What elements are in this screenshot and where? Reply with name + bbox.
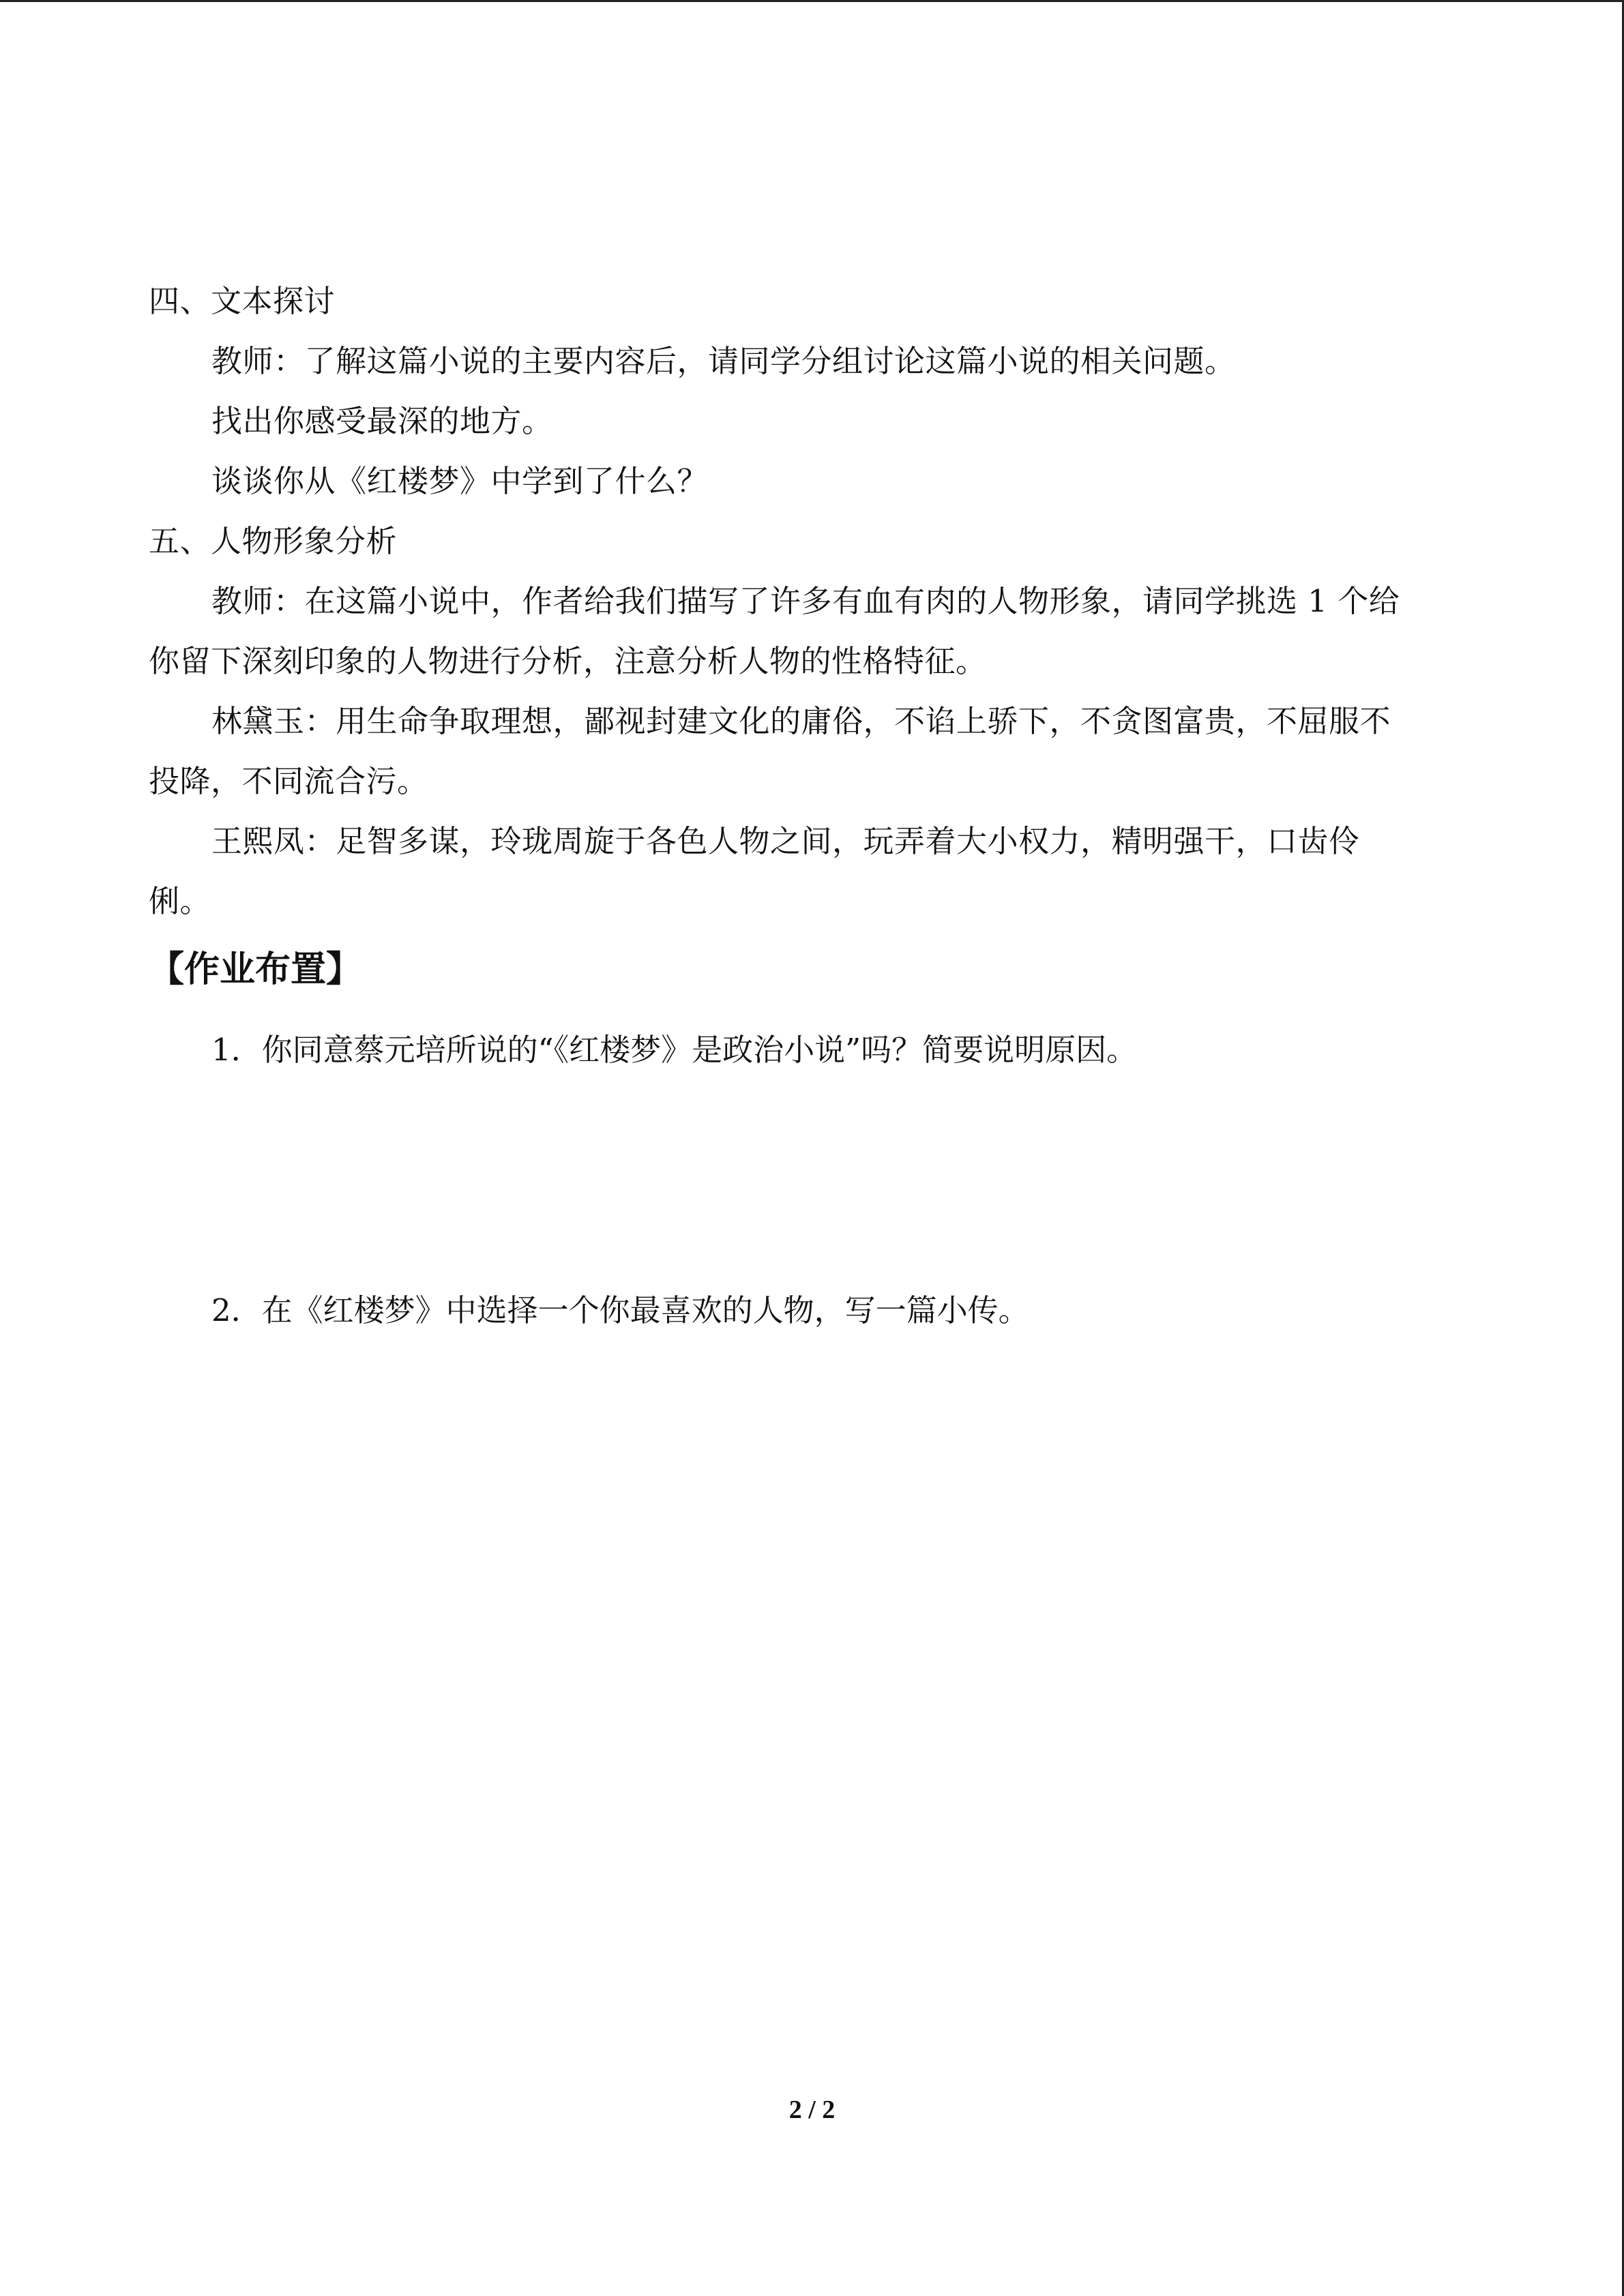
page-border-top	[0, 0, 1624, 2]
discussion-question-1: 找出你感受最深的地方。	[211, 403, 553, 439]
homework-answer-space	[149, 1080, 1465, 1281]
homework-item-2: 2．在《红楼梦》中选择一个你最喜欢的人物，写一篇小传。	[211, 1292, 1029, 1328]
lin-daiyu-analysis-line1: 林黛玉：用生命争取理想，鄙视封建文化的庸俗，不谄上骄下，不贪图富贵，不屈服不	[211, 703, 1391, 739]
wang-xifeng-analysis-line2: 俐。	[149, 883, 211, 919]
teacher-prompt-characters-line1: 教师：在这篇小说中，作者给我们描写了许多有血有肉的人物形象，请同学挑选 1 个给	[211, 583, 1400, 619]
teacher-prompt-characters-line2: 你留下深刻印象的人物进行分析，注意分析人物的性格特征。	[149, 643, 987, 679]
document-body	[149, 271, 1465, 1341]
section-heading-character-analysis: 五、人物形象分析	[149, 523, 398, 559]
discussion-question-2: 谈谈你从《红楼梦》中学到了什么？	[211, 463, 709, 499]
lin-daiyu-analysis-line2: 投降，不同流合污。	[149, 763, 428, 799]
section-heading-text-discussion: 四、文本探讨	[149, 283, 336, 319]
teacher-prompt-discussion: 教师：了解这篇小说的主要内容后，请同学分组讨论这篇小说的相关问题。	[211, 343, 1236, 379]
page-number: 2 / 2	[788, 2096, 836, 2124]
wang-xifeng-analysis-line1: 王熙凤：足智多谋，玲珑周旋于各色人物之间，玩弄着大小权力，精明强干，口齿伶	[211, 823, 1360, 859]
homework-item-1: 1．你同意蔡元培所说的“《红楼梦》是政治小说”吗？简要说明原因。	[211, 1032, 1138, 1068]
homework-heading: 【作业布置】	[149, 949, 362, 990]
